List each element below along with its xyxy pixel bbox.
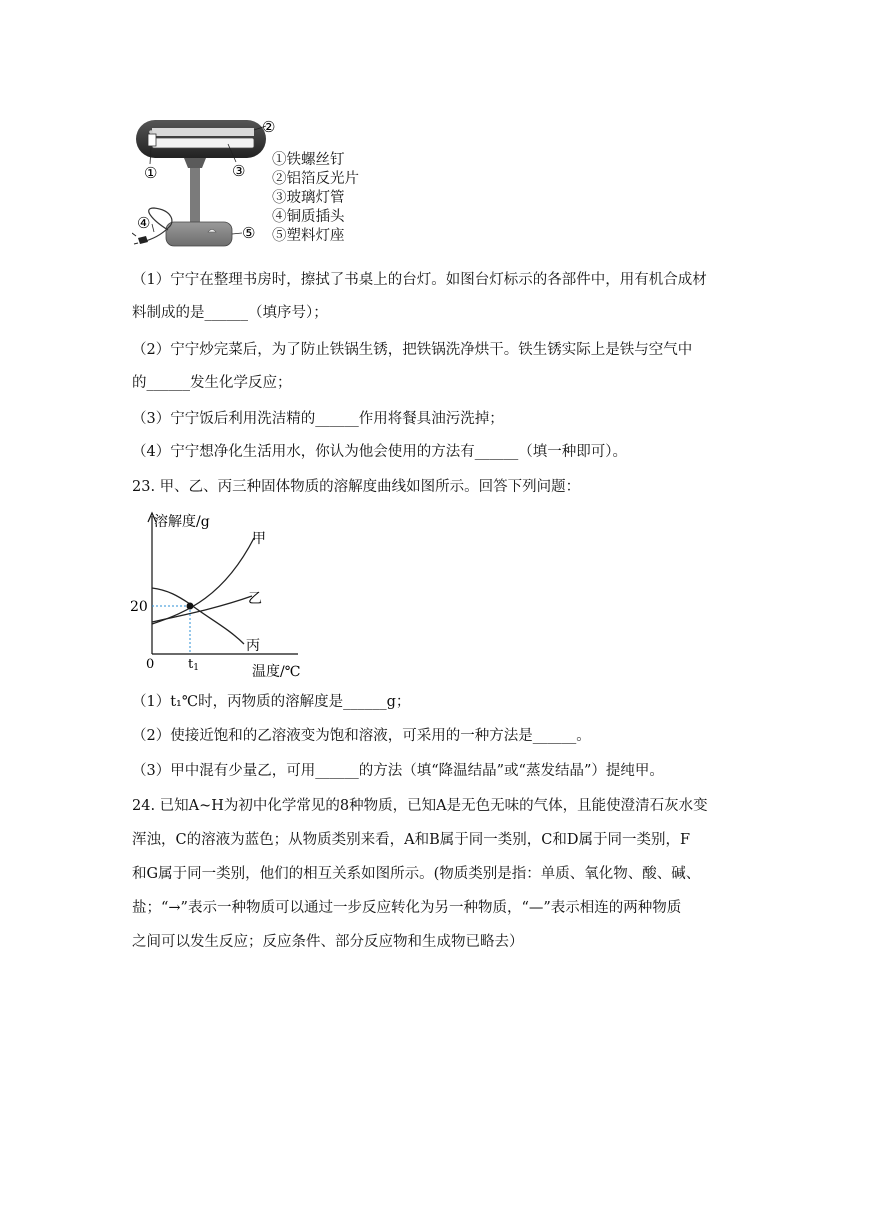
q22-part2-line1: （2）宁宁炒完菜后，为了防止铁锅生锈，把铁锅洗净烘干。铁生锈实际上是铁与空气中 [132, 342, 693, 358]
legend-item: ③玻璃灯管 [272, 190, 345, 206]
legend-item: ①铁螺丝钉 [272, 152, 345, 168]
x-tick-label: t1 [188, 657, 199, 673]
q22-part2-line2: 的______发生化学反应； [132, 375, 292, 391]
solubility-chart-svg [128, 508, 308, 680]
q23-stem: 23. 甲、乙、丙三种固体物质的溶解度曲线如图所示。回答下列问题： [132, 479, 581, 495]
solubility-chart [128, 508, 308, 680]
legend-item: ⑤塑料灯座 [272, 228, 345, 244]
series-bing-line [152, 588, 244, 644]
x-axis-label: 温度/℃ [252, 664, 301, 680]
y-tick-label: 20 [130, 599, 148, 615]
marker-1: ① [144, 164, 158, 182]
q23-part1: （1）t₁℃时，丙物质的溶解度是______g； [132, 694, 411, 710]
series-bing-label: 丙 [246, 638, 260, 654]
q24-line5: 之间可以发生反应；反应条件、部分反应物和生成物已略去） [132, 934, 524, 950]
series-yi-label: 乙 [248, 591, 262, 607]
q23-part2: （2）使接近饱和的乙溶液变为饱和溶液，可采用的一种方法是______。 [132, 728, 591, 744]
intersection-point [187, 603, 194, 610]
q24-line3: 和G属于同一类别，他们的相互关系如图所示。(物质类别是指：单质、氧化物、酸、碱、 [132, 866, 701, 882]
q24-line4: 盐；“→”表示一种物质可以通过一步反应转化为另一种物质，“—”表示相连的两种物质 [132, 900, 682, 916]
marker-2: ② [262, 118, 276, 136]
lamp-base [166, 222, 232, 246]
q22-part1-line1: （1）宁宁在整理书房时，擦拭了书桌上的台灯。如图台灯标示的各部件中，用有机合成材 [132, 272, 707, 288]
q22-part1-line2: 料制成的是______（填序号）； [132, 305, 328, 321]
marker-4: ④ [137, 214, 151, 232]
y-axis-label: 溶解度/g [154, 514, 210, 530]
q24-line1: 24. 已知A~H为初中化学常见的8种物质，已知A是无色无味的气体，且能使澄清石灰水变 [132, 798, 708, 814]
q22-part4: （4）宁宁想净化生活用水，你认为他会使用的方法有______（填一种即可）。 [132, 444, 627, 460]
q22-part3: （3）宁宁饭后利用洗洁精的______作用将餐具油污洗掉； [132, 411, 504, 427]
marker-3: ③ [232, 162, 246, 180]
glass-tube [152, 138, 254, 148]
plug [138, 236, 148, 244]
screw [149, 130, 153, 134]
marker-5: ⑤ [242, 224, 256, 242]
origin-label: 0 [146, 657, 155, 672]
legend-item: ④铜质插头 [272, 209, 345, 225]
q23-part3: （3）甲中混有少量乙，可用______的方法（填“降温结晶”或“蒸发结晶”）提纯甲。 [132, 763, 664, 779]
legend-item: ②铝箔反光片 [272, 171, 359, 187]
reflector [152, 128, 254, 136]
q24-line2: 浑浊，C的溶液为蓝色；从物质类别来看，A和B属于同一类别，C和D属于同一类别，F [132, 832, 690, 848]
series-jia-line [152, 538, 254, 624]
series-jia-label: 甲 [252, 531, 266, 547]
